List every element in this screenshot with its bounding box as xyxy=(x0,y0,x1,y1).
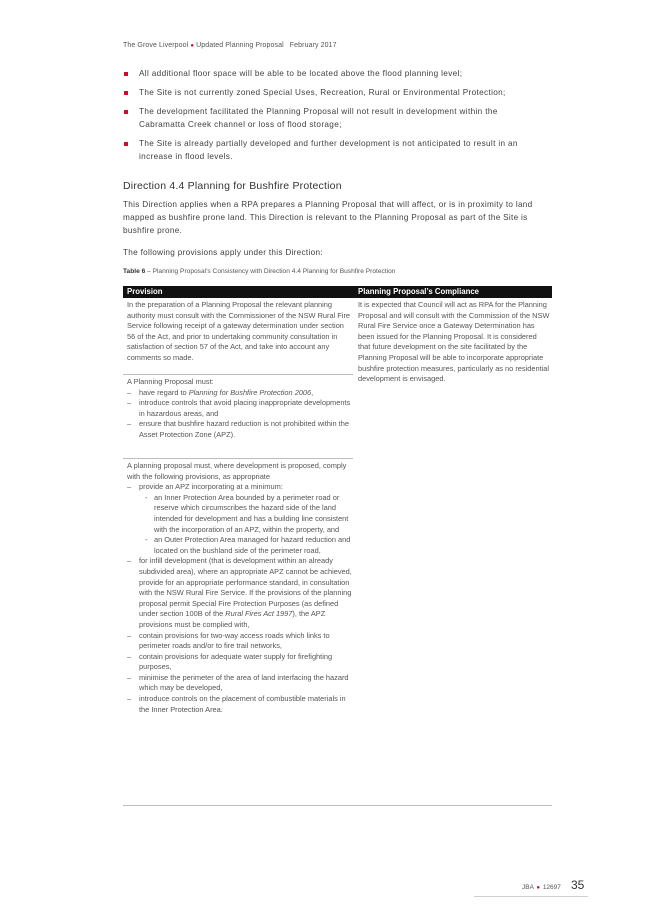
bullet-square-icon xyxy=(124,72,128,76)
table-cell-compliance: It is expected that Council will act as RPA for the Planning Proposal and will consult with the Commission of the NSW Rural Fire Service once a Gateway Determination has been issued for the Planning Proposal. It is considered that future development on the site facilitated by the Planning Proposal will be able to incorporate appropriate bushfire protection measures, particularly as no residential development is envisaged. xyxy=(358,300,550,384)
list-item-text: The Site is not currently zoned Special Uses, Recreation, Rural or Environmental Protection; xyxy=(139,88,506,98)
list-item: – for infill development (that is development within an already subdivided area), where an appropriate APZ cannot be achieved, provide for an appropriate performance standard, in consultation with the NSW Rural Fire Service. If the provisions of the planning proposal permit Special Fire Protection Purposes (as defined under section 100B of the Rural Fires Act 1997), the APZ provisions must be complied with, xyxy=(127,556,352,629)
bullet-square-icon xyxy=(124,110,128,114)
bullet-square-icon xyxy=(124,142,128,146)
page-number: 35 xyxy=(571,878,585,892)
list-item: – introduce controls that avoid placing inappropriate developments in hazardous areas, and xyxy=(127,398,351,418)
provision-2-intro: A Planning Proposal must: xyxy=(127,377,214,386)
list-item-text: The development facilitated the Planning Proposal will not result in development within the Cabramatta Creek channel or loss of flood storage; xyxy=(139,107,498,129)
page-footer xyxy=(522,884,561,891)
running-header xyxy=(123,42,337,49)
sub-list-item: - an Outer Protection Area managed for hazard reduction and located on the bushland side of the perimeter road, xyxy=(145,535,351,555)
table-bottom-rule xyxy=(123,805,552,806)
provision-3-intro: A planning proposal must, where development is proposed, comply with the following provisions, as appropriate xyxy=(127,461,347,481)
list-item: – minimise the perimeter of the area of land interfacing the hazard which may be developed, xyxy=(127,672,349,693)
header-dot-icon: ● xyxy=(190,43,195,49)
bullet-list xyxy=(122,68,542,170)
list-item xyxy=(122,68,542,81)
list-item: – introduce controls on the placement of combustible materials in the Inner Protection Area. xyxy=(127,694,346,714)
table-caption xyxy=(123,268,395,275)
list-item: – contain provisions for adequate water supply for firefighting purposes, xyxy=(127,651,333,672)
intro-paragraph: This Direction applies when a RPA prepares a Planning Proposal that will affect, or is in proximity to land mapped as bushfire prone land. This Direction is relevant to the Planning Proposal as part of the Site is bushfire prone. xyxy=(123,200,533,235)
table-header-compliance: Planning Proposal’s Compliance xyxy=(358,287,480,296)
header-document: Updated Planning Proposal xyxy=(196,42,284,49)
header-date: February 2017 xyxy=(289,42,337,49)
table-header-row xyxy=(123,286,552,298)
list-item xyxy=(122,138,542,163)
row-divider xyxy=(123,458,353,459)
footer-brand: JBA xyxy=(522,884,534,891)
header-project: The Grove Liverpool xyxy=(123,42,189,49)
footer-rule xyxy=(474,896,588,897)
list-item xyxy=(122,106,542,131)
table-caption-text: – Planning Proposal’s Consistency with Direction 4.4 Planning for Bushfire Protection xyxy=(145,268,396,275)
list-item xyxy=(122,87,542,100)
list-item: – ensure that bushfire hazard reduction is not prohibited within the Asset Protection Zone (APZ). xyxy=(127,419,349,439)
table-cell-provision-2 xyxy=(127,377,353,441)
list-item: – provide an APZ incorporating at a minimum: xyxy=(127,482,283,492)
list-item: – have regard to Planning for Bushfire Protection 2006, xyxy=(127,387,314,397)
table-header-provision: Provision xyxy=(127,287,163,296)
list-item: – contain provisions for two-way access roads which links to perimeter roads and/or to fire trail networks, xyxy=(127,630,330,651)
row-divider xyxy=(123,374,353,375)
footer-code: 12697 xyxy=(542,884,561,891)
list-item-text: All additional floor space will be able to be located above the flood planning level; xyxy=(139,69,463,78)
footer-dot-icon: ● xyxy=(536,885,540,891)
provisions-paragraph: The following provisions apply under this Direction: xyxy=(123,248,323,257)
bullet-square-icon xyxy=(124,91,128,95)
table-caption-label: Table 6 xyxy=(123,268,146,275)
section-heading: Direction 4.4 Planning for Bushfire Protection xyxy=(123,180,342,192)
table-cell-provision-3 xyxy=(127,461,353,715)
sub-list-item: - an Inner Protection Area bounded by a perimeter road or reserve which circumscribes the hazard side of the land intended for development and has a building line consistent with the incorporation of an APZ, within the property, and xyxy=(145,492,349,534)
list-item-text: The Site is already partially developed and further development is not anticipated to result in an increase in flood levels. xyxy=(139,139,518,161)
table-cell-provision-1: In the preparation of a Planning Proposal the relevant planning authority must consult with the Commissioner of the NSW Rural Fire Service following receipt of a gateway determination under section 56 of the Act, and prior to undertaking community consultation in satisfaction of section 57 of the Act, and take into account any comments so made. xyxy=(127,300,351,362)
